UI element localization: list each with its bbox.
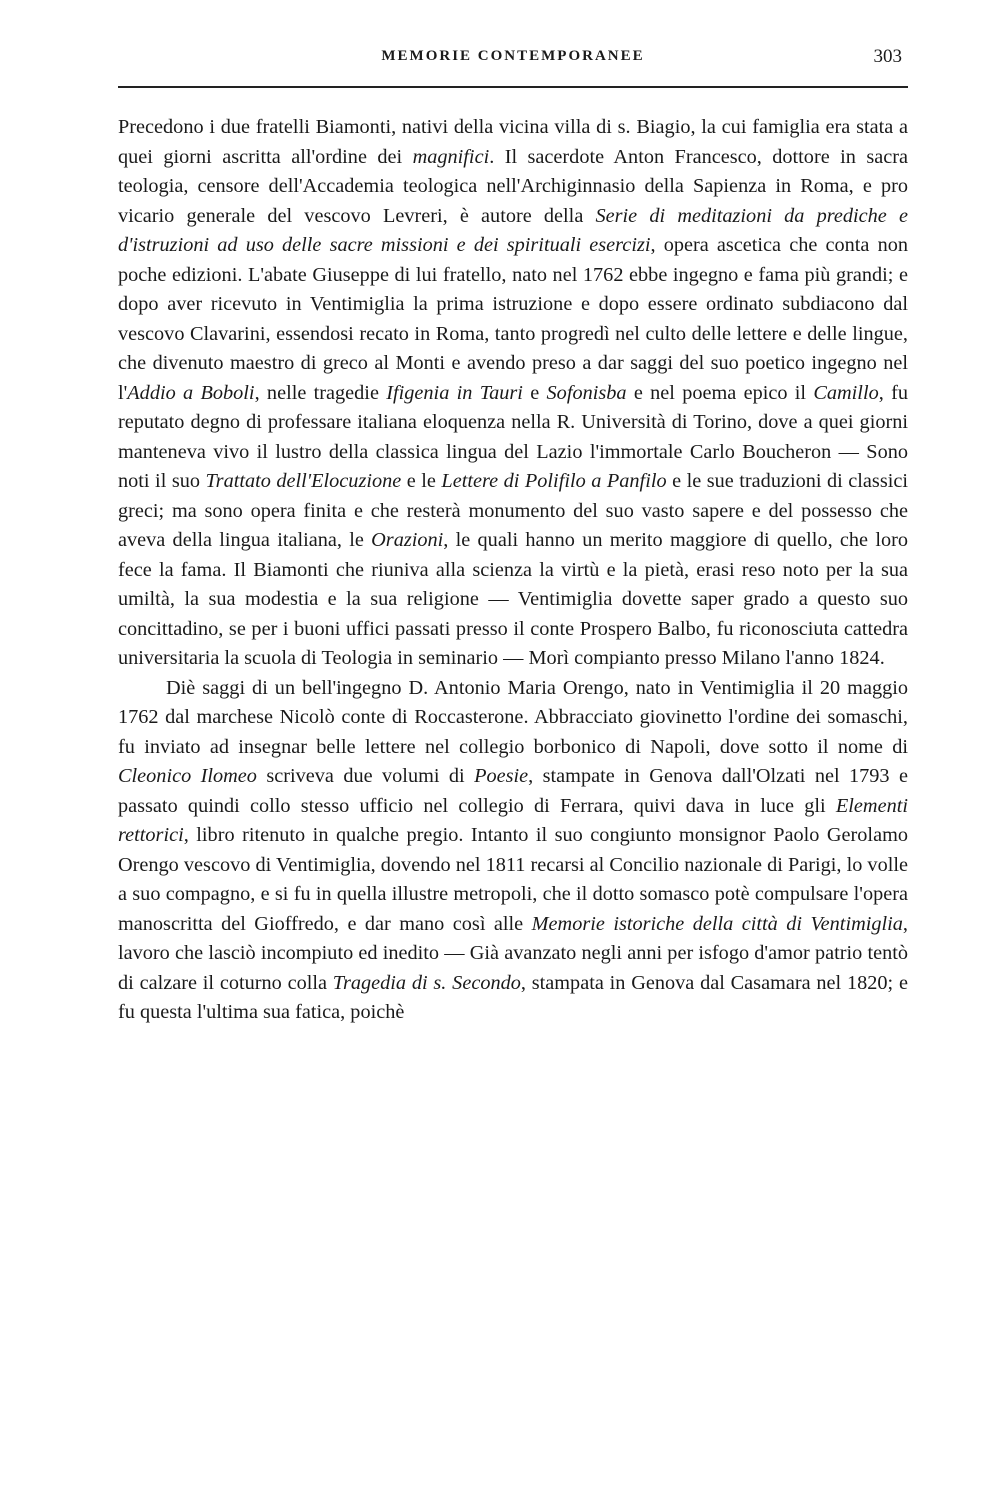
text-segment: e le — [401, 470, 442, 492]
text-segment: . Il sacerdote Anton Francesco, dottore in sacra teologia, censore dell'Accademia teologica nell'Archiginnasio della Sapienza in Roma, e pro vicario generale del vescovo Levreri, è autore della — [118, 145, 908, 227]
body-text — [118, 113, 908, 1028]
page-number: 303 — [873, 46, 902, 67]
page-header — [118, 46, 908, 88]
text-segment: e nel poema epico il — [626, 381, 814, 404]
text-segment: scriveva due volumi di — [256, 765, 475, 787]
text-segment: , stampate in Genova dall'Olzati nel 1793 e passato quindi collo stesso ufficio nel collegio di Ferrara, quivi dava in luce gli — [118, 765, 908, 817]
italic-title-text: Trattato dell'Elocuzione — [205, 470, 402, 492]
italic-title-text: magnifici — [412, 145, 490, 168]
text-segment: Diè saggi di un bell'ingegno D. Antonio Maria Orengo, nato in Ventimiglia il 20 maggio 1762 dal marchese Nicolò conte di Roccasterone. Abbracciato giovinetto l'ordine dei somaschi, fu inviato ad insegnar belle lettere nel collegio borbonico di Napoli, dove sotto il nome di — [118, 676, 908, 758]
text-segment: , le quali hanno un merito maggiore di quello, che loro fece la fama. Il Biamonti che riuniva alla scienza la virtù e la pietà, erasi reso noto per la sua umiltà, la sua modestia e la sua religione — Ventimiglia dovette saper grado a questo suo concittadino, se per i buoni uffici passati presso il conte Prospero Balbo, fu riconosciuta cattedra universitaria la scuola di Teologia in seminario — Morì compianto presso Milano l'anno 1824. — [118, 529, 908, 669]
italic-title-text: Poesie — [474, 765, 529, 787]
text-segment: , stampata in Genova dal Casamara nel 1820; e fu questa l'ultima sua fatica, poichè — [118, 971, 908, 1023]
italic-title-text: Cleonico Ilomeo — [118, 765, 257, 787]
italic-title-text: Orazioni — [371, 529, 444, 551]
text-segment: , fu reputato degno di professare italiana eloquenza nella R. Università di Torino, dove a quei giorni manteneva vivo il lustro della classica lingua del Lazio l'immortale Carlo Boucheron — Sono noti il suo — [118, 381, 908, 492]
paragraph — [118, 674, 908, 1028]
text-segment: e — [522, 381, 547, 404]
italic-title-text: Tragedia di s. Secondo — [332, 971, 521, 994]
running-title: MEMORIE CONTEMPORANEE — [381, 48, 645, 64]
text-segment: , libro ritenuto in qualche pregio. Intanto il suo congiunto monsignor Paolo Gerolamo Orengo vescovo di Ventimiglia, dovendo nel 1811 recarsi al Concilio nazionale di Parigi, lo volle a suo compagno, e si fu in quella illustre metropoli, che il dotto somasco potè compulsare l'opera manoscritta del Gioffredo, e dar mano così alle — [118, 824, 908, 935]
text-segment: e le sue traduzioni di classici greci; ma sono opera finita e che resterà monumento del suo vasto sapere e del possesso che aveva della lingua italiana, le — [118, 470, 908, 551]
italic-title-text: Addio a Boboli — [127, 381, 255, 404]
text-segment: , opera ascetica che conta non poche edizioni. L'abate Giuseppe di lui fratello, nato nel 1762 ebbe ingegno e fama più grandi; e dopo aver ricevuto in Ventimiglia la prima istruzione e dopo essere ordinato subdiacono dal vescovo Clavarini, essendosi recato in Roma, tanto progredì nel culto delle lettere e delle lingue, che divenuto maestro di greco al Monti e avendo preso a dar saggi del suo poetico ingegno nel l' — [118, 234, 908, 404]
italic-title-text: Sofonisba — [546, 381, 627, 404]
italic-title-text: Camillo — [813, 381, 879, 404]
italic-title-text: Serie di meditazioni da prediche e d'istruzioni ad uso delle sacre missioni e dei spirituali esercizi — [118, 204, 908, 256]
italic-title-text: Elementi rettorici — [118, 794, 908, 846]
italic-title-text: Ifigenia in Tauri — [386, 381, 523, 404]
text-segment: , nelle tragedie — [254, 381, 387, 404]
text-segment: , lavoro che lasciò incompiuto ed inedito — Già avanzato negli anni per isfogo d'amor patrio tentò di calzare il coturno colla — [118, 912, 908, 994]
italic-title-text: Lettere di Polifilo a Panfilo — [441, 470, 667, 492]
text-segment: Precedono i due fratelli Biamonti, nativi della vicina villa di s. Biagio, la cui famiglia era stata a quei giorni ascritta all'ordine dei — [118, 116, 908, 168]
italic-title-text: Memorie istoriche della città di Ventimiglia — [531, 912, 903, 935]
paragraph — [118, 113, 908, 674]
